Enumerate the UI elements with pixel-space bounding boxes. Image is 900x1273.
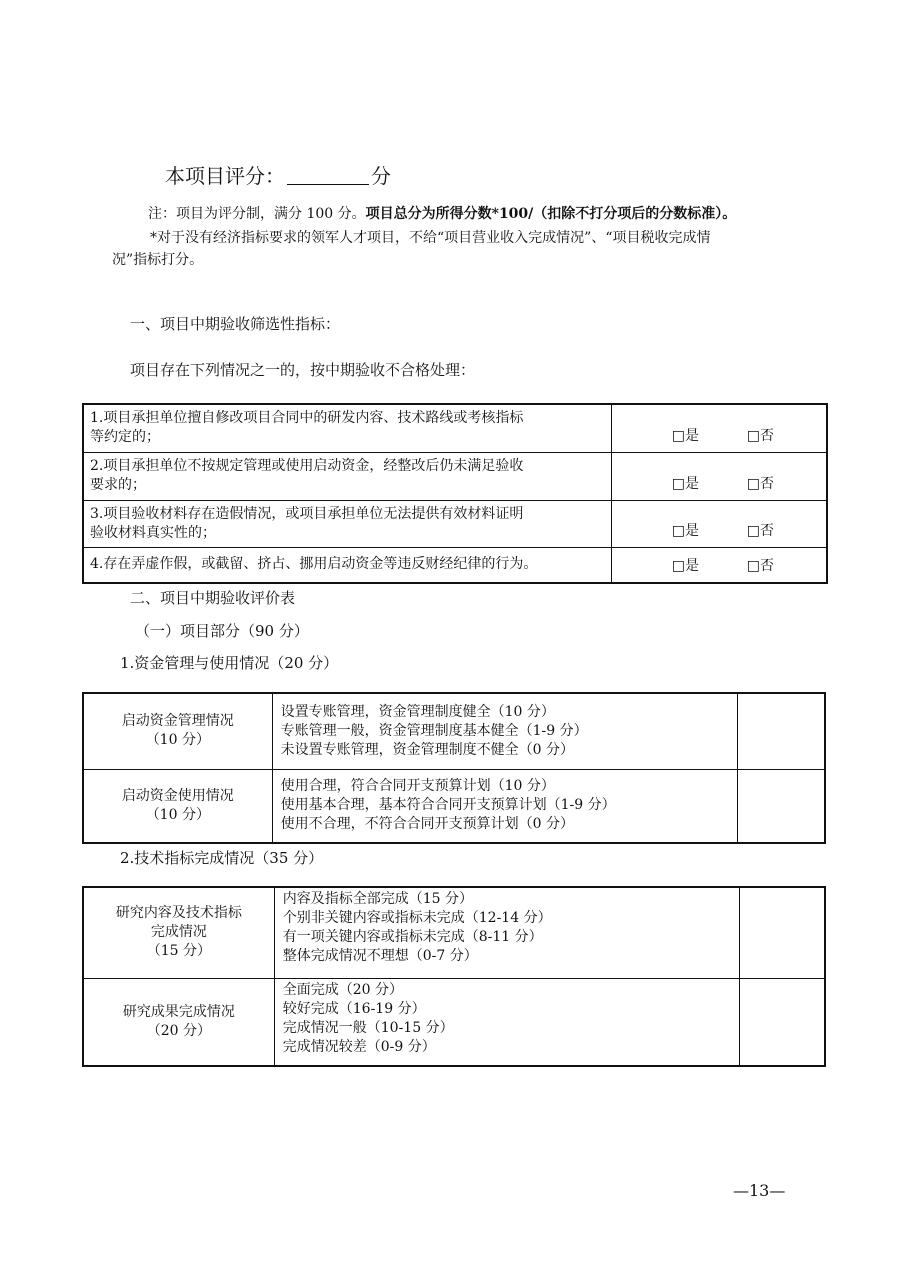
criterion-details: 设置专账管理，资金管理制度健全（10 分） 专账管理一般，资金管理制度基本健全（1-9 分） 未设置专账管理，资金管理制度不健全（0 分）: [272, 693, 737, 769]
table-row: [83, 769, 825, 843]
criterion-details: 全面完成（20 分） 较好完成（16-19 分） 完成情况一般（10-15 分） 完成情况较差（0-9 分）: [274, 978, 739, 1066]
section2-title: 二、项目中期验收评价表: [130, 589, 296, 607]
table-row: [83, 887, 825, 978]
screening-table: [82, 403, 828, 584]
score-label: 本项目评分：: [165, 164, 285, 188]
screening-options: [611, 404, 827, 452]
table-row: [83, 452, 827, 500]
table-row: [83, 404, 827, 452]
screening-options: [611, 547, 827, 583]
score-unit: 分: [371, 164, 391, 188]
no-checkbox[interactable]: □否: [746, 558, 774, 574]
no-checkbox[interactable]: □否: [746, 522, 774, 539]
no-checkbox[interactable]: □否: [746, 475, 774, 492]
score-cell[interactable]: [739, 978, 825, 1066]
table-row: [83, 693, 825, 769]
score-blank-field[interactable]: [287, 166, 369, 185]
note-plain: 注：项目为评分制，满分 100 分。: [148, 206, 366, 222]
tech-table: [82, 886, 826, 1067]
yes-checkbox[interactable]: □是: [671, 522, 699, 539]
fund-title: 1.资金管理与使用情况（20 分）: [120, 654, 339, 672]
yes-checkbox[interactable]: □是: [671, 427, 699, 444]
note-line-1: [148, 204, 736, 225]
screening-desc: 4.存在弄虚作假，或截留、挤占、挪用启动资金等违反财经纪律的行为。: [83, 547, 611, 583]
table-row: [83, 500, 827, 547]
project-score-line: [165, 160, 391, 189]
screening-desc: 1.项目承担单位擅自修改项目合同中的研发内容、技术路线或考核指标 等约定的；: [83, 404, 611, 452]
note-line-3: 况”指标打分。: [112, 252, 204, 268]
table-row: [83, 547, 827, 583]
note-line-2: *对于没有经济指标要求的领军人才项目，不给“项目营业收入完成情况”、“项目税收完成情: [150, 230, 711, 246]
criterion-label: 启动资金使用情况 （10 分）: [83, 769, 272, 843]
note-bold: 项目总分为所得分数*100/（扣除不打分项后的分数标准）。: [365, 206, 737, 222]
table-row: [83, 978, 825, 1066]
fund-table: [82, 692, 826, 844]
criterion-details: 内容及指标全部完成（15 分） 个别非关键内容或指标未完成（12-14 分） 有一项关键内容或指标未完成（8-11 分） 整体完成情况不理想（0-7 分）: [274, 887, 739, 978]
page-number: —13—: [733, 1181, 786, 1200]
no-checkbox[interactable]: □否: [746, 427, 774, 444]
part1-title: （一）项目部分（90 分）: [135, 622, 309, 640]
screening-options: [611, 452, 827, 500]
screening-options: [611, 500, 827, 547]
criterion-label: 启动资金管理情况 （10 分）: [83, 693, 272, 769]
tech-title: 2.技术指标完成情况（35 分）: [120, 849, 324, 867]
criterion-label: 研究成果完成情况 （20 分）: [83, 978, 274, 1066]
score-cell[interactable]: [739, 887, 825, 978]
screening-desc: 2.项目承担单位不按规定管理或使用启动资金，经整改后仍未满足验收 要求的；: [83, 452, 611, 500]
yes-checkbox[interactable]: □是: [671, 558, 699, 574]
criterion-label: 研究内容及技术指标 完成情况 （15 分）: [83, 887, 274, 978]
score-cell[interactable]: [737, 693, 825, 769]
section1-intro: 项目存在下列情况之一的，按中期验收不合格处理：: [130, 361, 476, 379]
screening-desc: 3.项目验收材料存在造假情况，或项目承担单位无法提供有效材料证明 验收材料真实性的；: [83, 500, 611, 547]
criterion-details: 使用合理，符合合同开支预算计划（10 分） 使用基本合理，基本符合合同开支预算计划（1-9 分） 使用不合理，不符合合同开支预算计划（0 分）: [272, 769, 737, 843]
yes-checkbox[interactable]: □是: [671, 475, 699, 492]
section1-title: 一、项目中期验收筛选性指标：: [130, 315, 341, 333]
score-cell[interactable]: [737, 769, 825, 843]
